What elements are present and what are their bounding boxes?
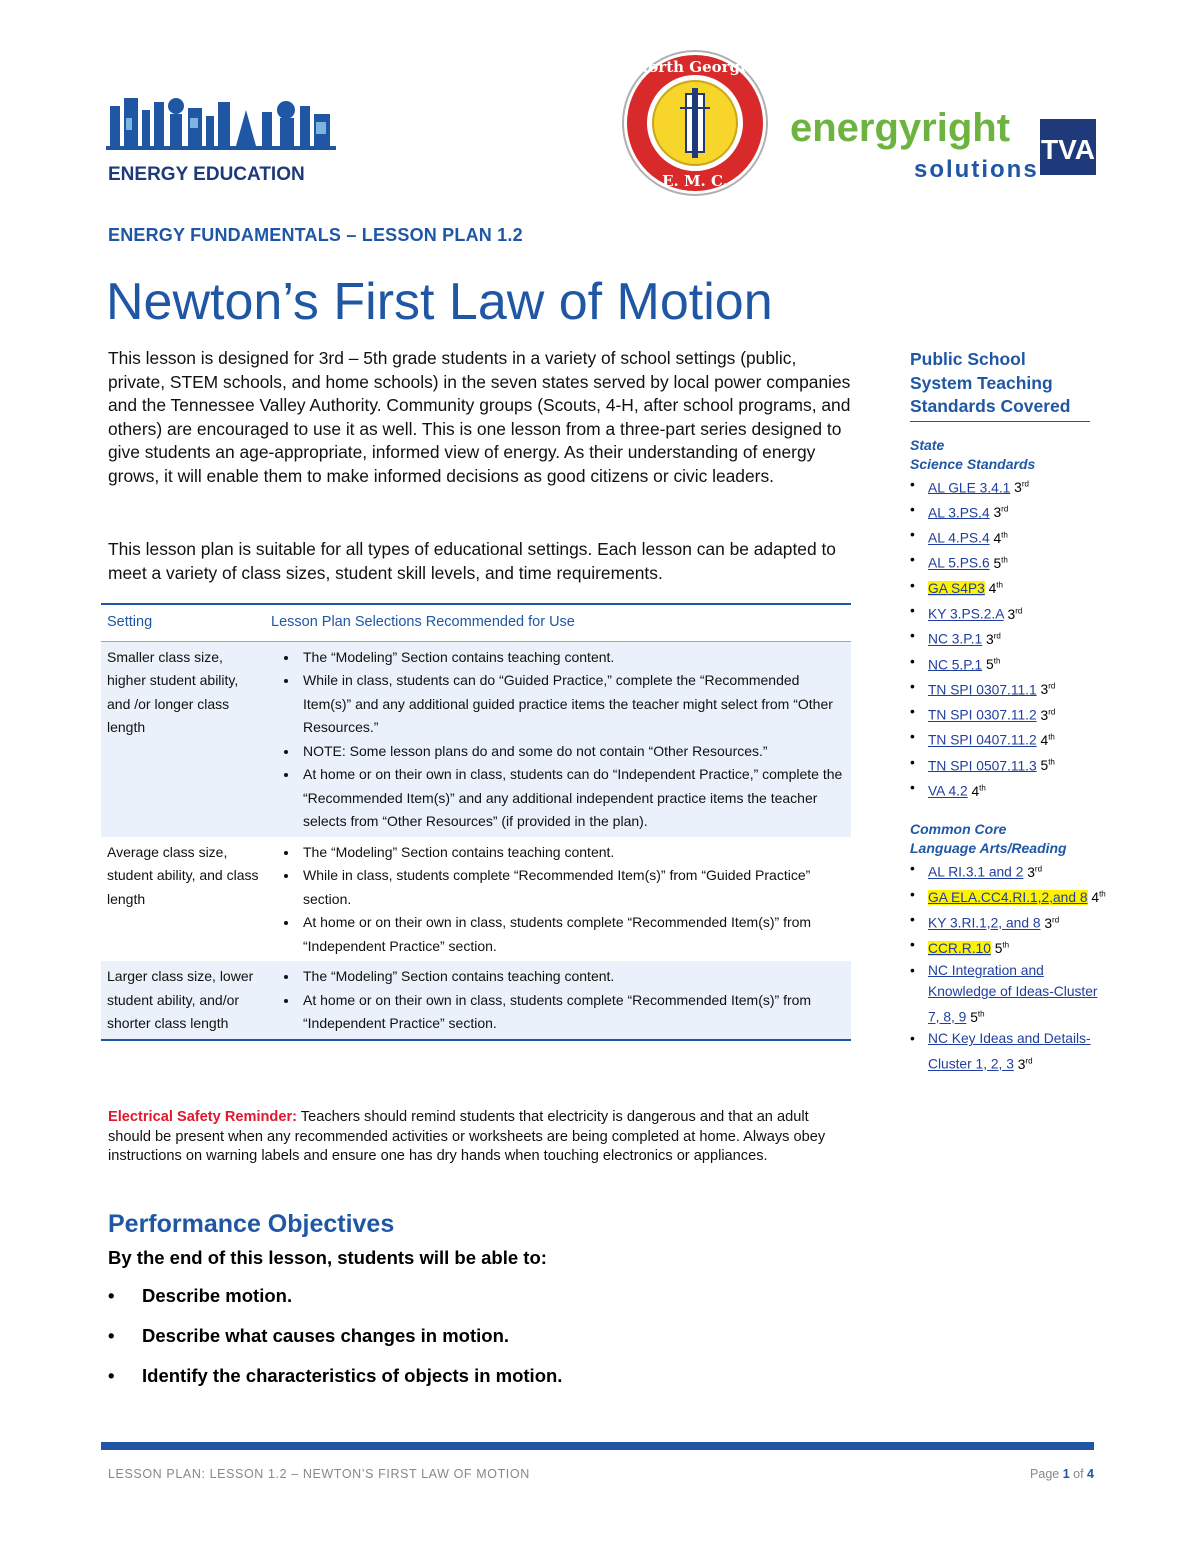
standard-link[interactable]: GA ELA.CC4.RI.1,2,and 8 [928, 890, 1088, 906]
grade-number: 3 [1040, 682, 1049, 698]
standard-item [910, 752, 1110, 777]
list-item: • While in class, students complete “Recommended Item(s)” from “Guided Practice” section. [299, 864, 845, 911]
settings-table [101, 603, 851, 1041]
table-cell-selections [265, 641, 851, 837]
standard-link[interactable]: TN SPI 0307.11.2 [928, 707, 1037, 723]
energyright-tva-logo [790, 105, 1100, 185]
standard-item [910, 701, 1110, 726]
grade-level [1023, 865, 1042, 880]
grade-level [985, 581, 1003, 596]
footer-title: LESSON PLAN: LESSON 1.2 – NEWTON’S FIRST LAW OF MOTION [108, 1467, 530, 1481]
grade-suffix: rd [1025, 1055, 1033, 1065]
grade-suffix: th [977, 1008, 985, 1018]
standard-link[interactable]: TN SPI 0507.11.3 [928, 758, 1037, 774]
table-header-setting: Setting [101, 604, 265, 641]
grade-level [990, 556, 1008, 571]
grade-level [1088, 890, 1106, 905]
table-row [101, 961, 851, 1040]
standard-link[interactable]: NC 5.P.1 [928, 657, 983, 673]
standard-item [910, 858, 1110, 883]
grade-level [1037, 708, 1056, 723]
grade-number: 3 [1040, 707, 1049, 723]
objectives-list [108, 1285, 562, 1405]
standard-link[interactable]: VA 4.2 [928, 783, 968, 799]
grade-suffix: th [1002, 940, 1010, 950]
grade-number: 3 [986, 631, 994, 647]
grade-number: 4 [971, 783, 980, 799]
grade-level [990, 505, 1009, 520]
state-standards-list [910, 474, 1110, 803]
list-item: • The “Modeling” Section contains teaching content. [299, 841, 845, 865]
grade-level [991, 941, 1009, 956]
svg-text:solutions: solutions [914, 156, 1039, 183]
safety-label: Electrical Safety Reminder: [108, 1109, 297, 1125]
grade-number: 3 [993, 505, 1002, 521]
state-standards-heading-1: State [910, 436, 945, 453]
grade-suffix: rd [1052, 914, 1060, 924]
svg-text:E. M. C.: E. M. C. [662, 172, 728, 190]
page-of: of [1069, 1467, 1088, 1481]
grade-suffix: th [1001, 555, 1008, 565]
grade-level [1041, 916, 1060, 931]
grade-number: 4 [993, 530, 1002, 546]
north-georgia-emc-logo [620, 48, 770, 198]
energy-education-logo [106, 88, 346, 188]
table-header-selections: Lesson Plan Selections Recommended for Use [265, 604, 851, 641]
standard-item [910, 625, 1110, 650]
objective-item: • Describe motion. [108, 1285, 562, 1325]
intro-paragraph-1: This lesson is designed for 3rd – 5th grade students in a variety of school settings (public, private, STEM schools, and home schools) in the seven states served by local power companies and the Tennessee Valley Authority. Community groups (Scouts, 4-H, after school programs, and others) are encouraged to use it as well. This is one lesson from a three-part series designed to give students an age-appropriate, informed view of energy. As their understanding of energy grows, it will enable them to make informed decisions as good citizens or civic leaders. [108, 348, 851, 486]
standard-item [910, 575, 1110, 600]
objective-item: • Identify the characteristics of objects in motion. [108, 1365, 562, 1405]
grade-number: 3 [1007, 606, 1016, 622]
standard-link[interactable]: TN SPI 0307.11.1 [928, 682, 1037, 698]
common-core-list [910, 858, 1110, 1075]
table-header-row [101, 604, 851, 641]
grade-level [1037, 682, 1056, 697]
grade-suffix: th [1048, 732, 1055, 742]
grade-level [982, 657, 1000, 672]
common-core-heading-1: Common Core [910, 821, 1007, 838]
state-standards-heading-2: Science Standards [910, 455, 1036, 472]
standard-item [910, 934, 1110, 959]
table-cell-selections [265, 837, 851, 962]
footer-rule [101, 1442, 1094, 1450]
grade-number: 4 [1040, 733, 1049, 749]
sidebar-title: Public School System Teaching Standards Covered [910, 348, 1090, 422]
list-item: • At home or on their own in class, students complete “Recommended Item(s)” from “Independent Practice” section. [299, 989, 845, 1036]
standard-link[interactable]: KY 3.PS.2.A [928, 606, 1004, 622]
standard-item [910, 777, 1110, 802]
grade-level [1004, 607, 1023, 622]
svg-text:TVA: TVA [1041, 134, 1095, 165]
standard-link[interactable]: AL 5.PS.6 [928, 555, 990, 571]
grade-number: 3 [1017, 1056, 1026, 1072]
page-indicator [1030, 1467, 1094, 1481]
table-row [101, 641, 851, 837]
standard-item [910, 726, 1110, 751]
grade-suffix: rd [1048, 707, 1056, 717]
standard-item [910, 549, 1110, 574]
grade-suffix: th [979, 783, 986, 793]
table-cell-setting: Smaller class size, higher student ability, and /or longer class length [101, 641, 265, 837]
page-number: 1 [1062, 1467, 1070, 1481]
list-item: • At home or on their own in class, students complete “Recommended Item(s)” from “Independent Practice” section. [299, 911, 845, 958]
standard-item [910, 676, 1110, 701]
safety-reminder [108, 1108, 848, 1167]
table-cell-setting: Average class size, student ability, and class length [107, 843, 259, 907]
standards-sidebar [910, 348, 1110, 1075]
performance-objectives-heading: Performance Objectives [108, 1210, 395, 1238]
standard-link[interactable]: GA S4P3 [928, 581, 985, 597]
standard-item [910, 600, 1110, 625]
standard-item [910, 651, 1110, 676]
standard-link[interactable]: CCR.R.10 [928, 940, 991, 956]
standard-item [910, 499, 1110, 524]
grade-number: 3 [1027, 864, 1035, 880]
grade-suffix: th [1048, 757, 1055, 767]
standard-item [910, 1028, 1110, 1075]
standard-item [910, 524, 1110, 549]
standard-item [910, 884, 1110, 909]
grade-suffix: rd [1015, 605, 1023, 615]
grade-number: 3 [1044, 915, 1053, 931]
grade-number: 3 [1014, 480, 1022, 496]
table-row [101, 837, 851, 962]
grade-level [982, 632, 1001, 647]
grade-suffix: rd [1048, 681, 1056, 691]
grade-suffix: th [996, 580, 1003, 590]
intro-paragraph-2: This lesson plan is suitable for all types of educational settings. Each lesson can be adapted to meet a variety of class sizes, student skill levels, and time requirements. [108, 539, 836, 583]
grade-level [1014, 1057, 1033, 1072]
page-title: Newton’s First Law of Motion [106, 273, 773, 331]
grade-level [968, 784, 986, 799]
standard-link[interactable]: TN SPI 0407.11.2 [928, 733, 1037, 749]
grade-number: 5 [994, 940, 1003, 956]
list-item: • NOTE: Some lesson plans do and some do not contain “Other Resources.” [299, 740, 845, 764]
grade-suffix: rd [1001, 504, 1009, 514]
grade-level [1037, 758, 1055, 773]
grade-number: 5 [986, 657, 994, 673]
grade-level [1037, 733, 1055, 748]
grade-number: 4 [1091, 890, 1100, 906]
lesson-kicker: ENERGY FUNDAMENTALS – LESSON PLAN 1.2 [108, 225, 523, 245]
standard-item [910, 474, 1110, 499]
list-item: • The “Modeling” Section contains teaching content. [299, 965, 845, 989]
objective-item: • Describe what causes changes in motion. [108, 1325, 562, 1365]
grade-level [966, 1010, 984, 1025]
svg-text:ENERGY EDUCATION: ENERGY EDUCATION [108, 164, 305, 185]
common-core-heading-2: Language Arts/Reading [910, 840, 1067, 857]
standard-link[interactable]: NC 3.P.1 [928, 631, 983, 647]
safety-text: Teachers should remind students that electricity is dangerous and that an adult should be present when any recommended activities or worksheets are being completed at home. Always obey instructions on warning labels and ensure one has dry hands when touching electronics or appliances. [108, 1109, 826, 1164]
grade-suffix: th [1099, 889, 1106, 899]
grade-number: 5 [993, 555, 1002, 571]
page-prefix: Page [1030, 1467, 1063, 1481]
standard-link[interactable]: AL 3.PS.4 [928, 505, 990, 521]
grade-number: 4 [988, 581, 997, 597]
table-cell-selections [265, 961, 851, 1040]
list-item: • At home or on their own in class, students can do “Independent Practice,” complete the “Recommended Item(s)” and any additional independent practice items the teacher selects from “Other Resources” (if provided in the plan). [299, 763, 845, 834]
grade-number: 5 [1040, 758, 1049, 774]
grade-level [1010, 480, 1029, 495]
list-item: • While in class, students can do “Guided Practice,” complete the “Recommended Item(s)” and any additional guided practice items the teacher might select from “Other Resources.” [299, 669, 845, 740]
standard-link[interactable]: NC Key Ideas and Details-Cluster 1, 2, 3 [928, 1031, 1091, 1072]
grade-level [990, 531, 1008, 546]
svg-text:energyright: energyright [790, 106, 1011, 150]
grade-suffix: rd [1021, 479, 1029, 489]
standard-link[interactable]: AL 4.PS.4 [928, 530, 990, 546]
grade-suffix: rd [1034, 864, 1043, 874]
standard-link[interactable]: NC Integration and Knowledge of Ideas-Cluster 7, 8, 9 [928, 962, 1098, 1025]
list-item: • The “Modeling” Section contains teaching content. [299, 646, 845, 670]
grade-suffix: th [1001, 530, 1008, 540]
objectives-intro: By the end of this lesson, students will be able to: [108, 1247, 547, 1268]
grade-suffix: th [993, 656, 1001, 666]
standard-link[interactable]: AL RI.3.1 and 2 [928, 864, 1024, 880]
standard-item [910, 909, 1110, 934]
table-cell-setting: Larger class size, lower student ability, and/or shorter class length [101, 961, 265, 1040]
grade-number: 5 [970, 1009, 978, 1025]
grade-suffix: rd [993, 631, 1001, 641]
standard-item [910, 960, 1110, 1029]
svg-text:North Georgia: North Georgia [634, 58, 756, 76]
standard-link[interactable]: KY 3.RI.1,2, and 8 [928, 915, 1041, 931]
standard-link[interactable]: AL GLE 3.4.1 [928, 480, 1011, 496]
page-total: 4 [1087, 1467, 1094, 1481]
